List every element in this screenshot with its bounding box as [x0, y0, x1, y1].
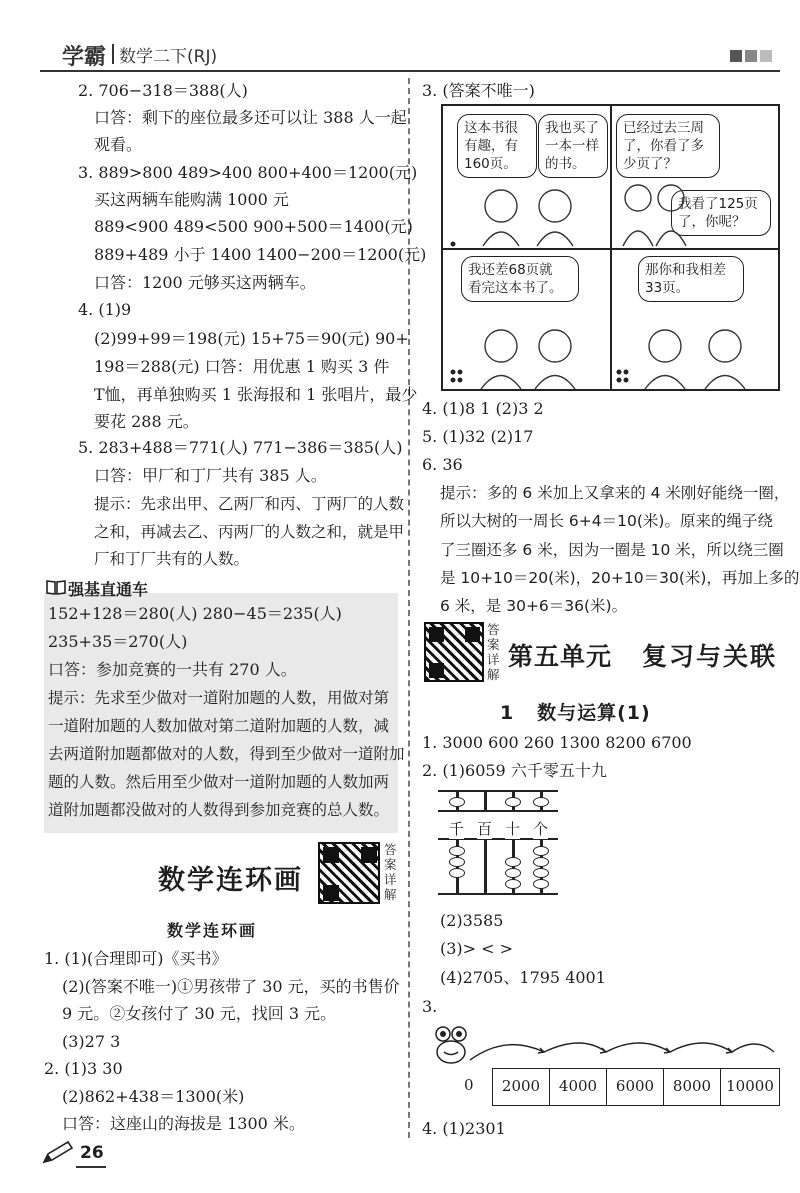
abacus-label: 百	[477, 820, 493, 838]
sub-title: 数学连环画	[167, 921, 258, 940]
pencil-icon	[42, 1140, 76, 1170]
section-title: 数学连环画	[158, 865, 303, 896]
number-box: 6000	[606, 1068, 664, 1106]
qr-label: 答案详解	[487, 622, 500, 682]
answer-line: 1. (1)(合理即可)《买书》	[44, 949, 228, 968]
practice-hint-line: 道附加题都没做对的人数得到参加竞赛的总人数。	[48, 801, 390, 819]
number-box: 10000	[720, 1068, 780, 1106]
answer-line: 198＝288(元) 口答：用优惠 1 购买 3 件	[94, 357, 390, 376]
speech-bubble: 这本书很 有趣，有 160页。	[457, 114, 537, 178]
answer-line: 买这两辆车能购满 1000 元	[94, 190, 289, 209]
answer-line: 3. 889>800 489>400 800+400＝1200(元)	[78, 163, 418, 182]
number-box: 8000	[663, 1068, 721, 1106]
practice-hint-line: 去两道附加题都做对的人数，得到至少做对一道附加	[48, 745, 405, 763]
speech-bubble: 我也买了 一本一样 的书。	[538, 114, 608, 178]
header-separator	[112, 44, 114, 64]
header-decor	[745, 50, 757, 62]
speech-bubble: 已经过去三周 了，你看了多 少页了？	[616, 114, 720, 178]
abacus-label: 十	[505, 820, 521, 838]
answer-line: 口答：剩下的座位最多还可以让 388 人一起	[94, 108, 407, 127]
answer-line: 4. (1)2301	[422, 1119, 506, 1138]
number-line-start: 0	[464, 1076, 474, 1094]
answer-line: T恤，再单独购买 1 张海报和 1 张唱片，最少	[94, 385, 418, 404]
header-book-title: 数学二下(RJ)	[119, 47, 218, 67]
answer-line: (2)(答案不唯一)①男孩带了 30 元，买的书售价	[62, 977, 400, 996]
answer-line: (2)3585	[440, 911, 504, 930]
header-decor	[730, 50, 742, 62]
answer-line: (3)> < >	[440, 939, 514, 958]
hint-line: 所以大树的一周长 6+4＝10(米)。原来的绳子绕	[440, 512, 773, 530]
footer-rule	[76, 1166, 106, 1168]
answer-line: (2)99+99＝198(元) 15+75＝90(元) 90+	[94, 329, 409, 348]
answer-line: 9 元。②女孩付了 30 元，找回 3 元。	[62, 1004, 337, 1023]
page-number: 26	[80, 1143, 104, 1163]
lesson-title: 1 数与运算(1)	[500, 702, 651, 724]
speech-bubble: 我看了125页 了，你呢？	[671, 190, 771, 236]
abacus-label: 千	[449, 820, 465, 838]
header-decor	[760, 50, 772, 62]
unit-title: 第五单元	[508, 642, 613, 671]
answer-line: 观看。	[94, 135, 143, 154]
answer-line: 889<900 489<500 900+500＝1400(元)	[94, 217, 413, 236]
practice-hint-line: 提示：先求至少做对一道附加题的人数，用做对第	[48, 689, 390, 707]
number-box: 4000	[549, 1068, 607, 1106]
speech-bubble: 那你和我相差 33页。	[638, 256, 744, 302]
answer-line: 2. 706−318＝388(人)	[78, 81, 248, 100]
practice-box	[44, 593, 398, 833]
hint-line: 之和，再减去乙、丙两厂的人数之和，就是甲	[94, 523, 405, 541]
answer-line: 2. (1)6059 六千零五十九	[422, 761, 607, 780]
answer-line: 口答：1200 元够买这两辆车。	[94, 273, 316, 292]
answer-line: 4. (1)9	[78, 300, 132, 319]
hint-line: 厂和丁厂共有的人数。	[94, 550, 250, 568]
answer-line: 889+489 小于 1400 1400−200＝1200(元)	[94, 245, 427, 264]
unit-subtitle: 复习与关联	[642, 642, 778, 671]
answer-line: 4. (1)8 1 (2)3 2	[422, 399, 544, 418]
answer-line: (3)27 3	[62, 1032, 121, 1051]
abacus-label: 个	[533, 820, 549, 838]
header-rule	[40, 70, 780, 72]
hint-line: 是 10+10＝20(米)，20+10＝30(米)，再加上多的	[440, 569, 800, 587]
answer-line: 口答：这座山的海拔是 1300 米。	[62, 1114, 305, 1133]
hint-line: 了三圈还多 6 米，因为一圈是 10 米，所以绕三圈	[440, 541, 784, 559]
hint-line: 提示：多的 6 米加上又拿来的 4 米刚好能绕一圈，	[440, 484, 790, 502]
header-brand: 学霸	[62, 45, 107, 70]
qr-code[interactable]	[424, 622, 484, 682]
practice-line: 235+35＝270(人)	[48, 632, 188, 651]
practice-box-title: 强基直通车	[68, 580, 149, 599]
answer-line: (4)2705、1795 4001	[440, 968, 606, 987]
answer-line: (2)862+438＝1300(米)	[62, 1087, 245, 1106]
hint-line: 提示：先求出甲、乙两厂和丙、丁两厂的人数	[94, 495, 405, 513]
practice-hint-line: 一道附加题的人数加做对第二道附加题的人数，减	[48, 717, 390, 735]
qr-label: 答案详解	[384, 842, 397, 902]
speech-bubble: 我还差68页就 看完这本书了。	[461, 256, 579, 302]
answer-line: 口答：甲厂和丁厂共有 385 人。	[94, 466, 327, 485]
answer-line: 6. 36	[422, 455, 463, 474]
number-box: 2000	[492, 1068, 550, 1106]
answer-line: 3.	[422, 997, 438, 1016]
practice-hint-line: 题的人数。然后用至少做对一道附加题的人数加两	[48, 773, 390, 791]
answer-line: 5. 283+488＝771(人) 771−386＝385(人)	[78, 438, 403, 457]
comic-strip	[441, 104, 780, 391]
practice-line: 口答：参加竞赛的一共有 270 人。	[48, 660, 297, 679]
answer-line: 3. (答案不唯一)	[422, 81, 535, 100]
comic-figures	[443, 106, 778, 389]
qr-code[interactable]	[318, 842, 380, 904]
book-icon	[46, 579, 66, 599]
answer-line: 5. (1)32 (2)17	[422, 427, 534, 446]
answer-line: 1. 3000 600 260 1300 8200 6700	[422, 733, 692, 752]
hint-line: 6 米，是 30+6＝36(米)。	[440, 597, 628, 615]
answer-line: 要花 288 元。	[94, 412, 199, 431]
answer-line: 2. (1)3 30	[44, 1059, 123, 1078]
practice-line: 152+128＝280(人) 280−45＝235(人)	[48, 604, 342, 623]
